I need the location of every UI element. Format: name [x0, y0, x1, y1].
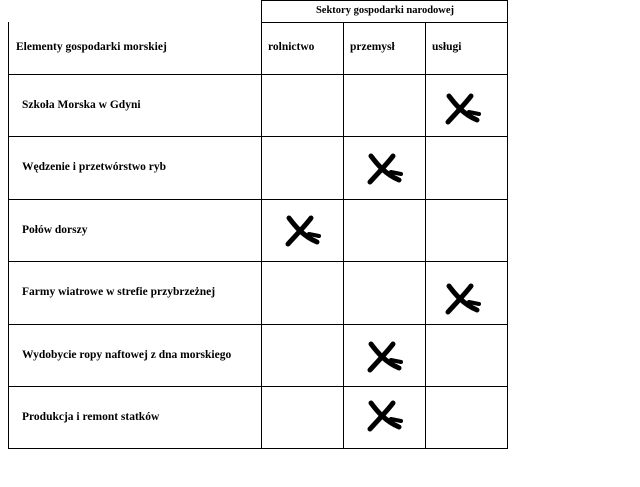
sector-header: Sektory gospodarki narodowej	[315, 5, 455, 16]
column-header-uslugi: usługi	[432, 41, 462, 53]
handwritten-x-icon	[283, 214, 323, 248]
elements-header: Elementy gospodarki morskiej	[16, 41, 167, 53]
handwritten-x-icon	[365, 399, 405, 433]
row-label-wedzenie: Wędzenie i przetwórstwo ryb	[22, 161, 167, 173]
column-header-rolnictwo: rolnictwo	[268, 41, 315, 53]
handwritten-x-icon	[443, 282, 483, 316]
row-label-produkcja-statkow: Produkcja i remont statków	[22, 411, 160, 423]
handwritten-x-icon	[365, 340, 405, 374]
row-label-polow-dorszy: Połów dorszy	[22, 224, 88, 236]
handwritten-x-icon	[443, 92, 483, 126]
handwritten-x-icon	[365, 152, 405, 186]
column-header-przemysl: przemysł	[350, 41, 395, 53]
row-label-wydobycie-ropy: Wydobycie ropy naftowej z dna morskiego	[22, 349, 232, 361]
row-label-szkola-morska: Szkoła Morska w Gdyni	[22, 99, 141, 111]
row-label-farmy-wiatrowe: Farmy wiatrowe w strefie przybrzeżnej	[22, 286, 216, 298]
